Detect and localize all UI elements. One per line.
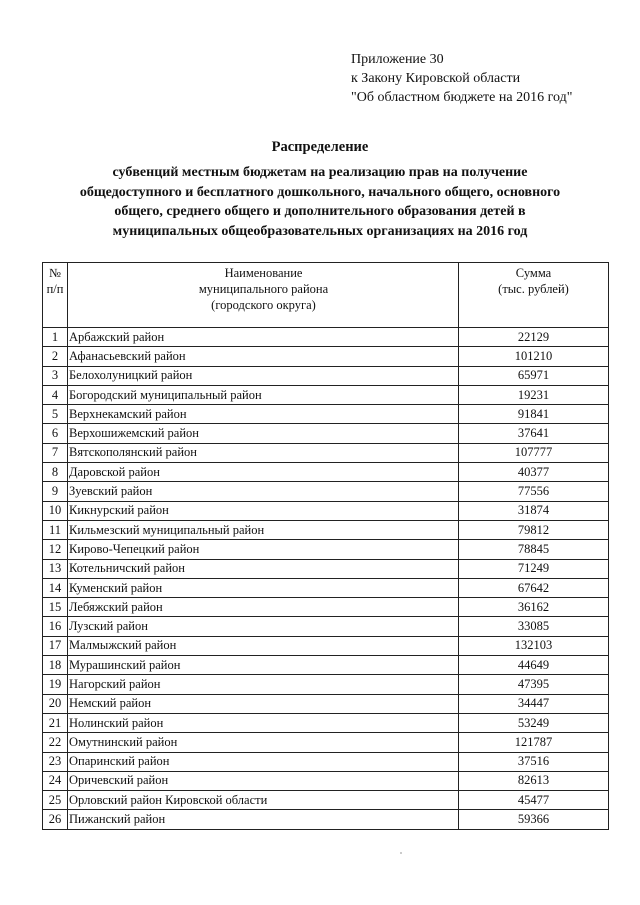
row-district-name: Нагорский район <box>68 675 459 694</box>
row-amount: 31874 <box>459 501 609 520</box>
row-district-name: Лузский район <box>68 617 459 636</box>
table-row <box>43 540 609 559</box>
row-number: 22 <box>43 733 68 752</box>
row-number: 6 <box>43 424 68 443</box>
scan-speck <box>400 852 402 854</box>
row-amount: 33085 <box>459 617 609 636</box>
row-district-name: Богородский муниципальный район <box>68 385 459 404</box>
table-row <box>43 713 609 732</box>
row-district-name: Куменский район <box>68 578 459 597</box>
table-row <box>43 733 609 752</box>
table-row <box>43 598 609 617</box>
subtitle-line-1: субвенций местным бюджетам на реализацию прав на получение <box>112 165 528 180</box>
table-row <box>43 328 609 347</box>
row-district-name: Афанасьевский район <box>68 347 459 366</box>
header-name-line-3: (городского округа) <box>211 298 316 312</box>
row-district-name: Котельничский район <box>68 559 459 578</box>
subtitle-line-3: общего, среднего общего и дополнительного образования детей в <box>114 204 526 219</box>
row-district-name: Арбажский район <box>68 328 459 347</box>
row-district-name: Вятскополянский район <box>68 443 459 462</box>
table-row <box>43 520 609 539</box>
row-amount: 78845 <box>459 540 609 559</box>
row-amount: 101210 <box>459 347 609 366</box>
table-row <box>43 385 609 404</box>
row-number: 19 <box>43 675 68 694</box>
document-subtitle <box>70 163 570 241</box>
subtitle-line-2: общедоступного и бесплатного дошкольного, начального общего, основного <box>79 184 561 200</box>
row-amount: 53249 <box>459 713 609 732</box>
row-district-name: Нолинский район <box>68 713 459 732</box>
row-number: 12 <box>43 540 68 559</box>
row-number: 21 <box>43 713 68 732</box>
row-amount: 107777 <box>459 443 609 462</box>
row-district-name: Лебяжский район <box>68 598 459 617</box>
row-number: 1 <box>43 328 68 347</box>
row-amount: 34447 <box>459 694 609 713</box>
appendix-line-3: "Об областном бюджете на 2016 год" <box>351 90 573 105</box>
row-amount: 79812 <box>459 520 609 539</box>
row-number: 11 <box>43 520 68 539</box>
row-amount: 91841 <box>459 405 609 424</box>
row-amount: 67642 <box>459 578 609 597</box>
row-number: 10 <box>43 501 68 520</box>
table-row <box>43 463 609 482</box>
row-number: 15 <box>43 598 68 617</box>
table-row <box>43 482 609 501</box>
document-title: Распределение <box>271 139 369 155</box>
header-name-line-2: муниципального района <box>198 282 329 296</box>
table-row <box>43 366 609 385</box>
row-number: 25 <box>43 791 68 810</box>
row-number: 9 <box>43 482 68 501</box>
appendix-block <box>351 50 572 107</box>
subtitle-line-4: муниципальных общеобразовательных организациях на 2016 год <box>112 223 528 239</box>
row-amount: 82613 <box>459 771 609 790</box>
row-number: 18 <box>43 656 68 675</box>
table-row <box>43 810 609 829</box>
header-number-line-1: № <box>49 266 61 280</box>
row-number: 7 <box>43 443 68 462</box>
row-amount: 59366 <box>459 810 609 829</box>
row-amount: 77556 <box>459 482 609 501</box>
table-header-row <box>43 263 609 328</box>
table-row <box>43 791 609 810</box>
header-number-line-2: п/п <box>46 282 64 296</box>
row-amount: 65971 <box>459 366 609 385</box>
table-row <box>43 405 609 424</box>
row-amount: 44649 <box>459 656 609 675</box>
row-amount: 47395 <box>459 675 609 694</box>
row-district-name: Оричевский район <box>68 771 459 790</box>
row-district-name: Пижанский район <box>68 810 459 829</box>
row-district-name: Зуевский район <box>68 482 459 501</box>
table-row <box>43 656 609 675</box>
row-district-name: Белохолуницкий район <box>68 366 459 385</box>
header-name <box>68 263 459 328</box>
row-district-name: Верхошижемский район <box>68 424 459 443</box>
table-row <box>43 501 609 520</box>
row-amount: 40377 <box>459 463 609 482</box>
row-amount: 132103 <box>459 636 609 655</box>
row-number: 5 <box>43 405 68 424</box>
row-number: 17 <box>43 636 68 655</box>
header-name-line-1: Наименование <box>224 266 303 280</box>
row-district-name: Кильмезский муниципальный район <box>68 520 459 539</box>
table-row <box>43 559 609 578</box>
row-district-name: Кикнурский район <box>68 501 459 520</box>
row-number: 16 <box>43 617 68 636</box>
row-district-name: Омутнинский район <box>68 733 459 752</box>
table-row <box>43 636 609 655</box>
header-sum <box>459 263 609 328</box>
row-number: 2 <box>43 347 68 366</box>
row-amount: 37516 <box>459 752 609 771</box>
row-number: 8 <box>43 463 68 482</box>
row-amount: 19231 <box>459 385 609 404</box>
row-amount: 36162 <box>459 598 609 617</box>
table-row <box>43 347 609 366</box>
subventions-table <box>42 262 609 830</box>
table-row <box>43 675 609 694</box>
row-district-name: Кирово-Чепецкий район <box>68 540 459 559</box>
table-row <box>43 752 609 771</box>
row-amount: 71249 <box>459 559 609 578</box>
table-body <box>43 328 609 830</box>
table-row <box>43 424 609 443</box>
row-district-name: Немский район <box>68 694 459 713</box>
row-number: 24 <box>43 771 68 790</box>
table-row <box>43 443 609 462</box>
row-number: 26 <box>43 810 68 829</box>
row-district-name: Опаринский район <box>68 752 459 771</box>
row-district-name: Мурашинский район <box>68 656 459 675</box>
row-district-name: Верхнекамский район <box>68 405 459 424</box>
row-district-name: Малмыжский район <box>68 636 459 655</box>
header-sum-line-1: Сумма <box>515 266 552 280</box>
row-number: 14 <box>43 578 68 597</box>
row-number: 13 <box>43 559 68 578</box>
table-row <box>43 617 609 636</box>
row-number: 3 <box>43 366 68 385</box>
table-row <box>43 578 609 597</box>
row-amount: 37641 <box>459 424 609 443</box>
row-district-name: Даровской район <box>68 463 459 482</box>
row-number: 23 <box>43 752 68 771</box>
row-amount: 121787 <box>459 733 609 752</box>
row-number: 4 <box>43 385 68 404</box>
row-amount: 22129 <box>459 328 609 347</box>
table-row <box>43 694 609 713</box>
header-sum-line-2: (тыс. рублей) <box>498 282 569 296</box>
header-number <box>43 263 68 328</box>
table-row <box>43 771 609 790</box>
row-district-name: Орловский район Кировской области <box>68 791 459 810</box>
row-amount: 45477 <box>459 791 609 810</box>
appendix-line-2: к Закону Кировской области <box>351 71 521 86</box>
appendix-line-1: Приложение 30 <box>351 52 444 67</box>
row-number: 20 <box>43 694 68 713</box>
